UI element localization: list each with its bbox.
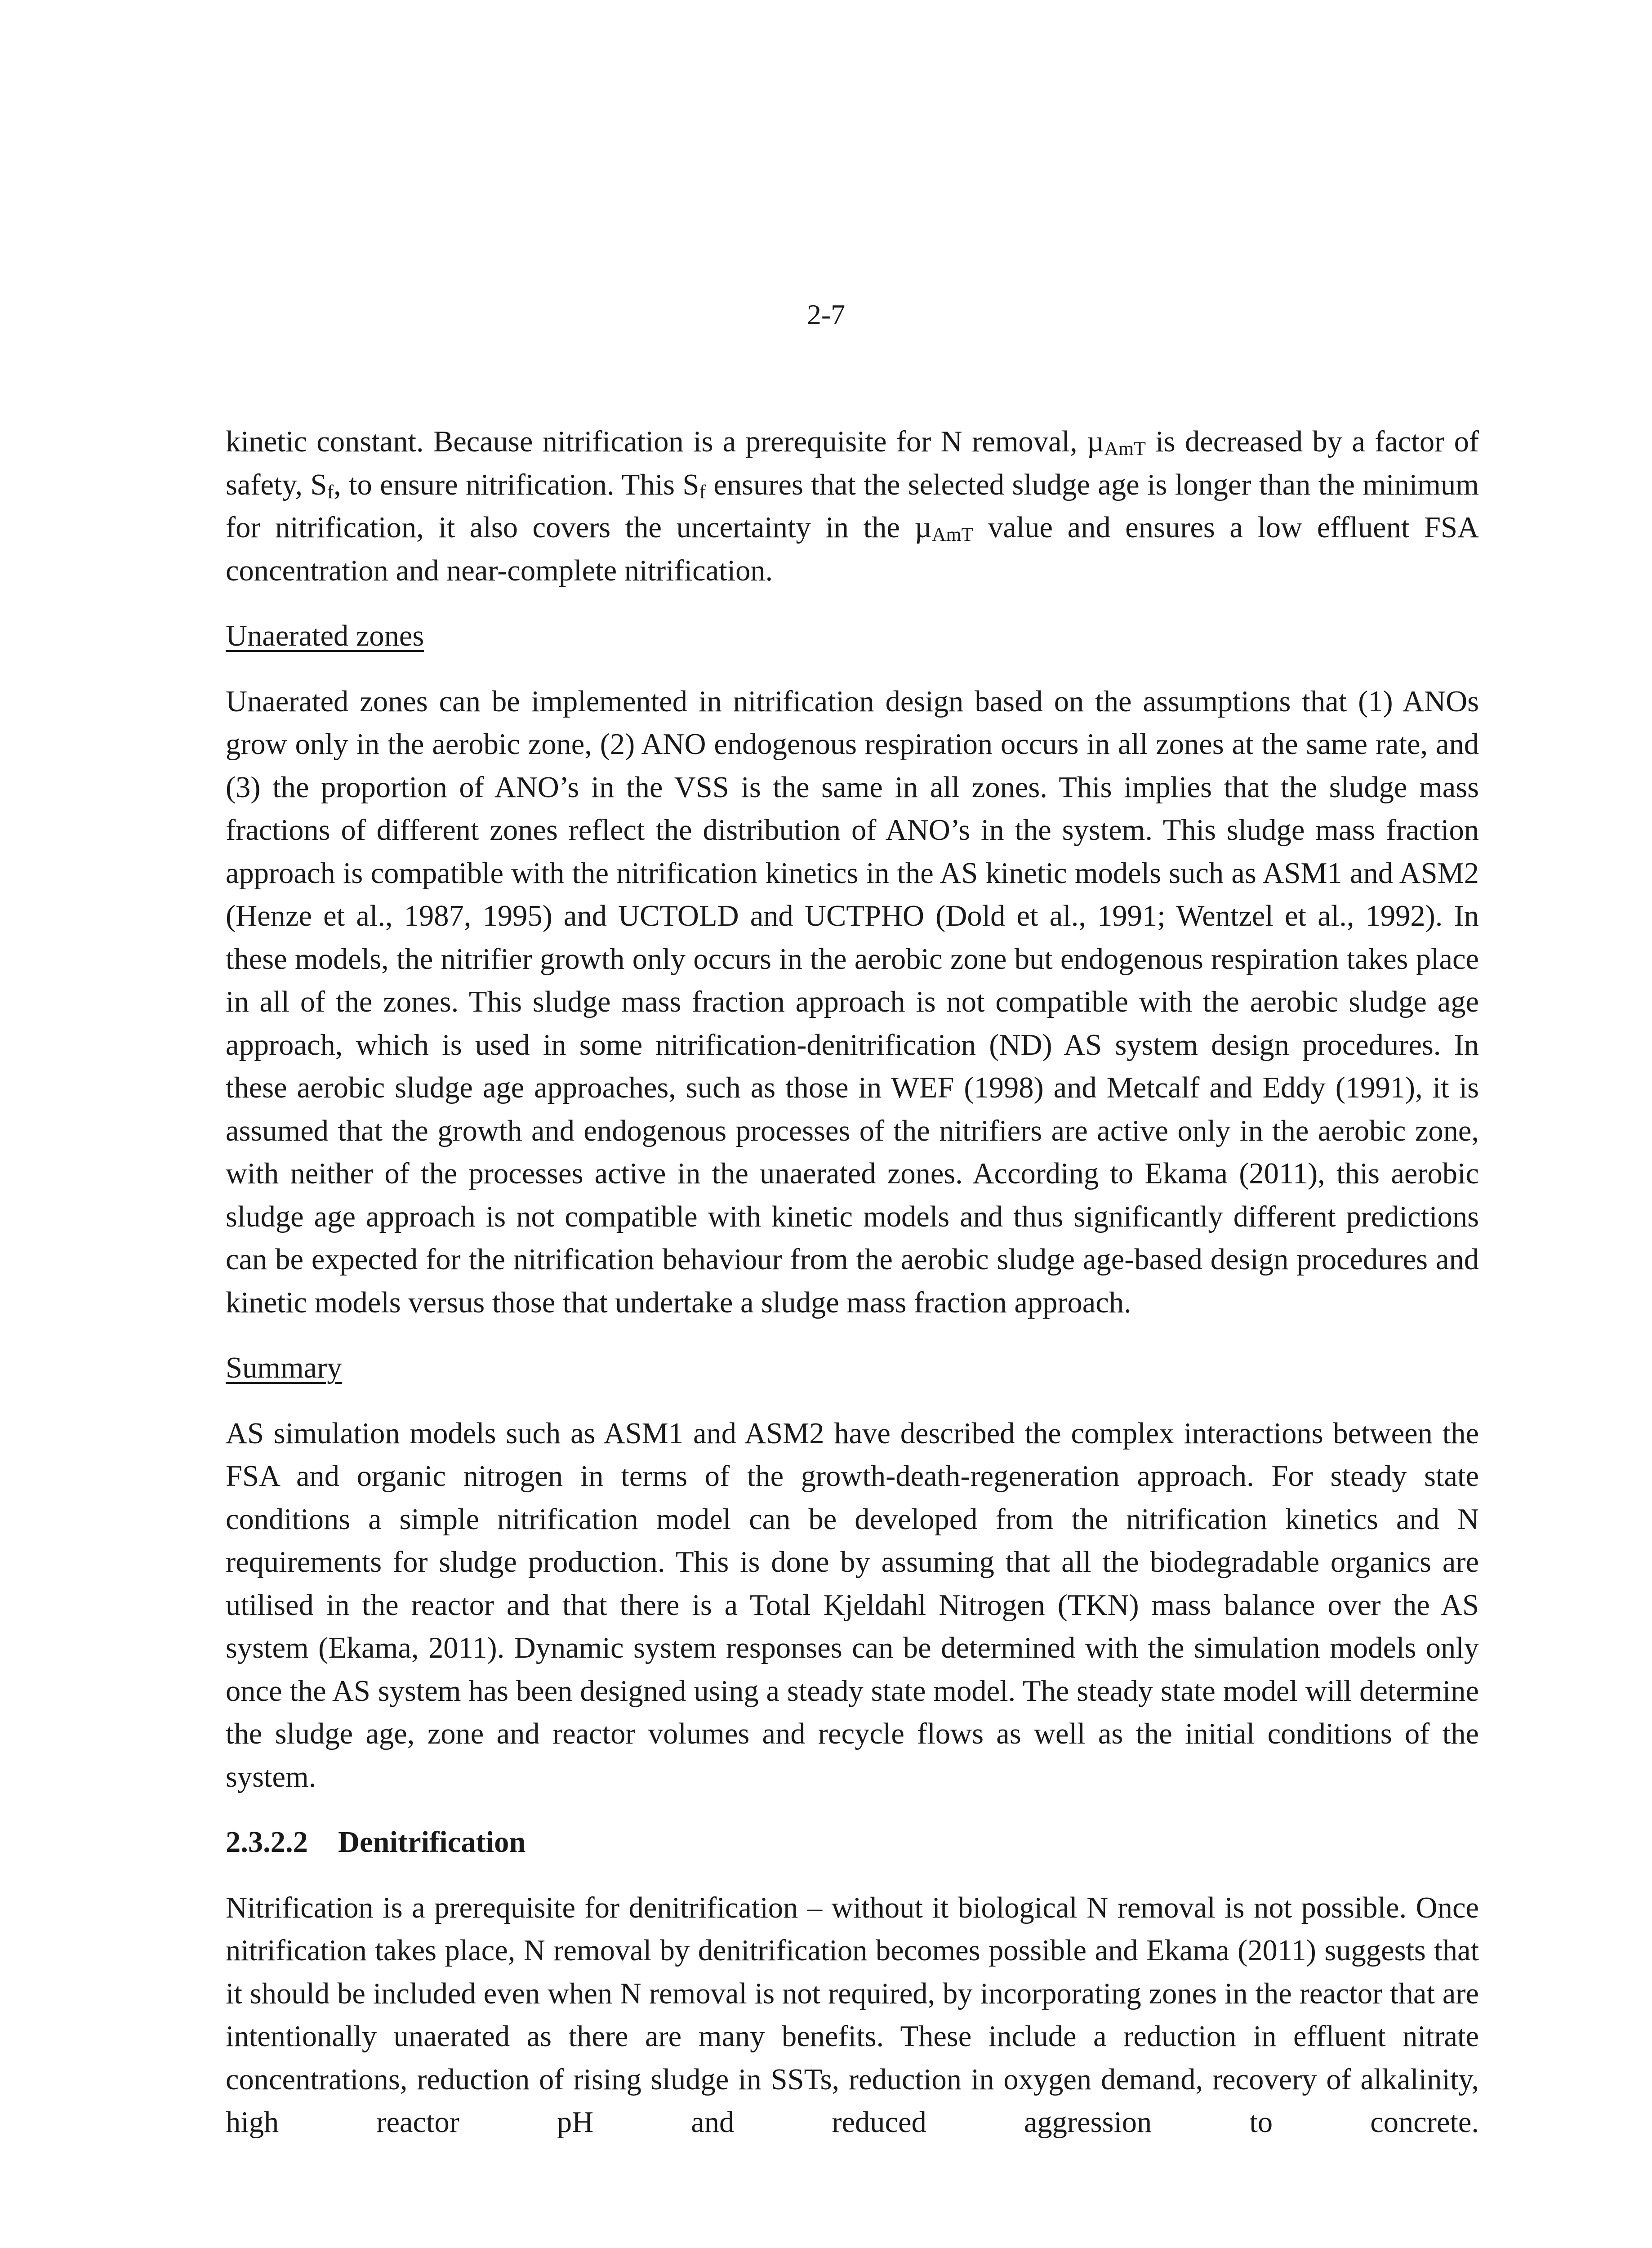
subscript-amt: AmT <box>931 523 974 545</box>
intro-text-5: value and ensures a low effluent FSA concentration and near-complete nitrification. <box>226 511 1479 587</box>
denitrification-paragraph: Nitrification is a prerequisite for denitrification – without it biological N removal is not possible. Once nitrification takes place, N removal by denitrification becomes possible and Ekama (2011) suggests that it should be included even when N removal is not required, by incorporating zones in the reactor that are intentionally unaerated as there are many benefits. These include a reduction in effluent nitrate concentrations, reduction of rising sludge in SSTs, reduction in oxygen demand, recovery of alkalinity, high reactor pH and reduced aggression to concrete. <box>226 1891 1479 2139</box>
subscript-f: f <box>699 481 706 503</box>
unaerated-zones-heading: Unaerated zones <box>226 620 424 652</box>
intro-text-1: kinetic constant. Because nitrification is a prerequisite for N removal, <box>226 425 1087 458</box>
intro-text-3: , to ensure nitrification. This S <box>334 468 699 501</box>
intro-text-4: ensures that the selected sludge age is longer than the minimum for nitrification, it also covers the uncertainty in the <box>226 468 1479 544</box>
section-title: Denitrification <box>338 1826 526 1859</box>
denitrification-heading <box>226 1821 1479 1864</box>
summary-heading: Summary <box>226 1351 342 1384</box>
section-number: 2.3.2.2 <box>226 1826 308 1859</box>
page-body <box>226 420 1479 2167</box>
summary-paragraph: AS simulation models such as ASM1 and ASM2 have described the complex interactions between the FSA and organic nitrogen in terms of the growth-death-regeneration approach. For steady state conditions a simple nitrification model can be developed from the nitrification kinetics and N requirements for sludge production. This is done by assuming that all the biodegradable organics are utilised in the reactor and that there is a Total Kjeldahl Nitrogen (TKN) mass balance over the AS system (Ekama, 2011). Dynamic system responses can be determined with the simulation models only once the AS system has been designed using a steady state model. The steady state model will determine the sludge age, zone and reactor volumes and recycle flows as well as the initial conditions of the system. <box>226 1417 1479 1793</box>
intro-text-2: is decreased by a factor of safety, S <box>226 425 1479 501</box>
unaerated-zones-paragraph: Unaerated zones can be implemented in nitrification design based on the assumptions that (1) ANOs grow only in the aerobic zone, (2) ANO endogenous respiration occurs in all zones at the same rate, and (3) the proportion of ANO’s in the VSS is the same in all zones. This implies that the sludge mass fractions of different zones reflect the distribution of ANO’s in the system. This sludge mass fraction approach is compatible with the nitrification kinetics in the AS kinetic models such as ASM1 and ASM2 (Henze et al., 1987, 1995) and UCTOLD and UCTPHO (Dold et al., 1991; Wentzel et al., 1992). In these models, the nitrifier growth only occurs in the aerobic zone but endogenous respiration takes place in all of the zones. This sludge mass fraction approach is not compatible with the aerobic sludge age approach, which is used in some nitrification-denitrification (ND) AS system design procedures. In these aerobic sludge age approaches, such as those in WEF (1998) and Metcalf and Eddy (1991), it is assumed that the growth and endogenous processes of the nitrifiers are active only in the aerobic zone, with neither of the processes active in the unaerated zones. According to Ekama (2011), this aerobic sludge age approach is not compatible with kinetic models and thus significantly different predictions can be expected for the nitrification behaviour from the aerobic sludge age-based design procedures and kinetic models versus those that undertake a sludge mass fraction approach. <box>226 685 1479 1319</box>
mu-symbol: µ <box>914 511 932 544</box>
intro-paragraph <box>226 420 1479 592</box>
subscript-amt: AmT <box>1104 437 1146 459</box>
mu-symbol: µ <box>1087 425 1104 458</box>
page-number: 2-7 <box>806 299 846 330</box>
subscript-f: f <box>327 481 334 503</box>
